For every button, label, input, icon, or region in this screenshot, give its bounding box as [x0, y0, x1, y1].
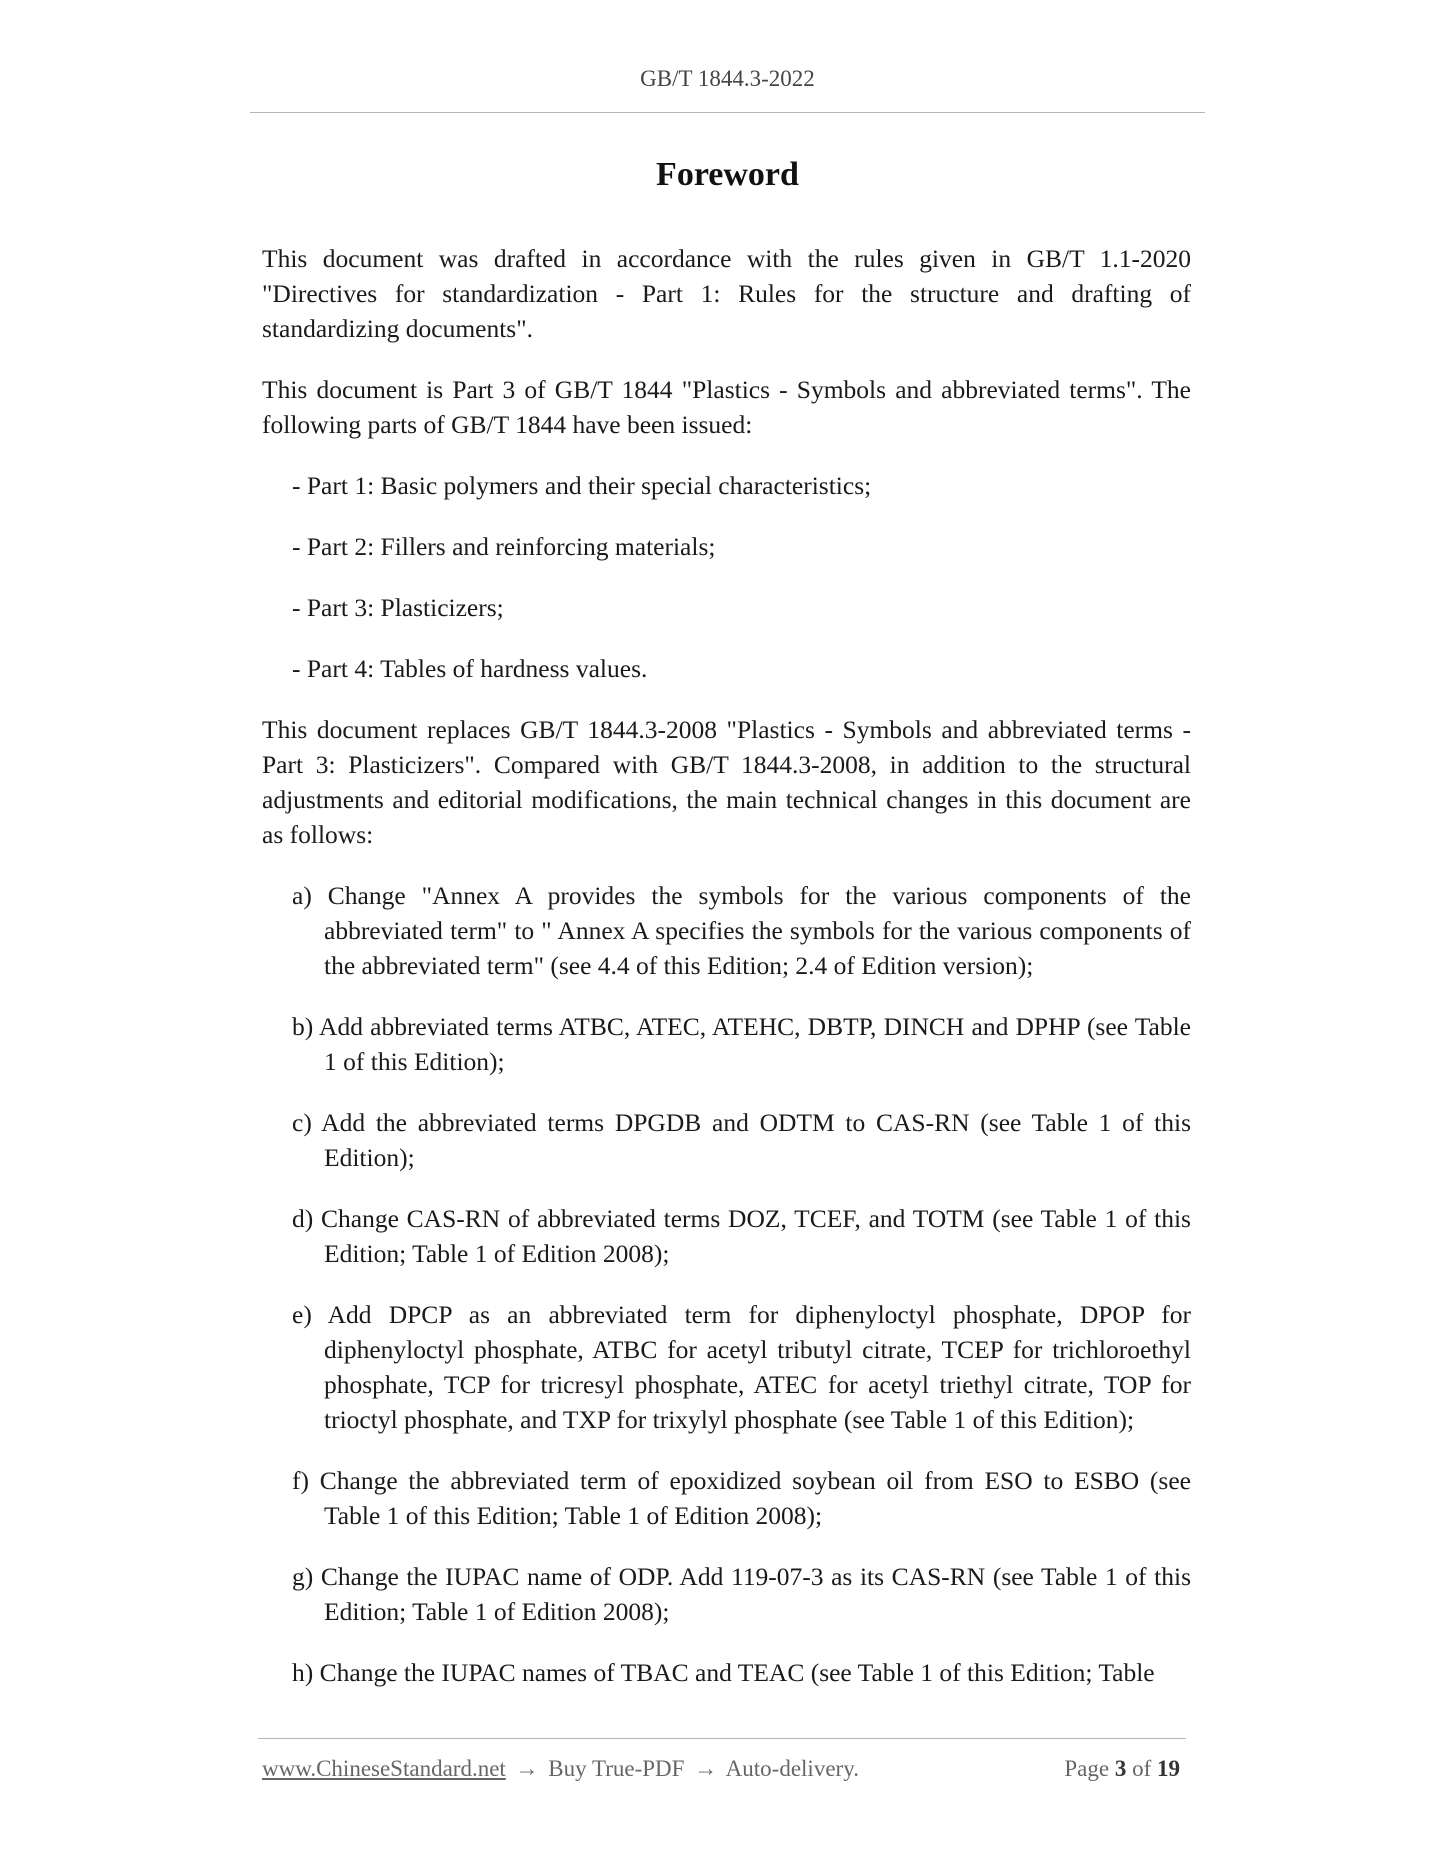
list-item: f) Change the abbreviated term of epoxidized soybean oil from ESO to ESBO (see Table 1 of this Edition; Table 1 of Edition 2008);	[292, 1466, 1191, 1530]
arrow-right-icon: →	[515, 1756, 539, 1781]
paragraph-part-info: This document is Part 3 of GB/T 1844 "Plastics - Symbols and abbreviated terms". The following parts of GB/T 1844 have been issued:	[262, 375, 1191, 439]
running-header: GB/T 1844.3-2022	[640, 66, 815, 91]
changes-list	[262, 878, 1191, 1690]
foreword-body	[262, 241, 1191, 1690]
list-item: a) Change "Annex A provides the symbols for the various components of the abbreviated term" to " Annex A specifies the symbols for the various components of the abbreviated term" (see 4.4 of this Edition; 2.4 of Edition version);	[292, 881, 1191, 980]
paragraph-drafting-rules: This document was drafted in accordance with the rules given in GB/T 1.1-2020 "Directives for standardization - Part 1: Rules for the structure and drafting of standardizing documents".	[262, 244, 1191, 343]
delivery-text: Auto-delivery.	[725, 1756, 859, 1781]
buy-pdf-text: Buy True-PDF	[548, 1756, 685, 1781]
header-divider	[250, 112, 1205, 113]
page-word: Page	[1064, 1756, 1110, 1781]
page-of: of	[1132, 1756, 1152, 1781]
page-footer	[262, 1756, 1180, 1782]
arrow-right-icon: →	[694, 1756, 718, 1781]
current-page: 3	[1114, 1756, 1127, 1781]
parts-list	[262, 468, 1191, 686]
list-item: b) Add abbreviated terms ATBC, ATEC, ATEHC, DBTP, DINCH and DPHP (see Table 1 of this Edition);	[292, 1012, 1191, 1076]
list-item: h) Change the IUPAC names of TBAC and TEAC (see Table 1 of this Edition; Table	[292, 1658, 1155, 1687]
list-item: - Part 4: Tables of hardness values.	[292, 654, 648, 683]
list-item: - Part 1: Basic polymers and their special characteristics;	[292, 471, 872, 500]
paragraph-replaces: This document replaces GB/T 1844.3-2008 "Plastics - Symbols and abbreviated terms - Part 3: Plasticizers". Compared with GB/T 1844.3-2008, in addition to the structural adjustments and editorial modifications, the main technical changes in this document are as follows:	[262, 715, 1191, 849]
footer-divider	[258, 1738, 1186, 1739]
section-title: Foreword	[656, 156, 799, 193]
list-item: - Part 2: Fillers and reinforcing materials;	[292, 532, 716, 561]
website-link[interactable]: www.ChineseStandard.net	[262, 1756, 506, 1781]
page-number	[1064, 1756, 1180, 1782]
list-item: - Part 3: Plasticizers;	[292, 593, 504, 622]
total-pages: 19	[1157, 1756, 1180, 1781]
list-item: c) Add the abbreviated terms DPGDB and ODTM to CAS-RN (see Table 1 of this Edition);	[292, 1108, 1191, 1172]
list-item: g) Change the IUPAC name of ODP. Add 119-07-3 as its CAS-RN (see Table 1 of this Edition; Table 1 of Edition 2008);	[292, 1562, 1191, 1626]
list-item: e) Add DPCP as an abbreviated term for diphenyloctyl phosphate, DPOP for diphenyloctyl phosphate, ATBC for acetyl tributyl citrate, TCEP for trichloroethyl phosphate, TCP for tricresyl phosphate, ATEC for acetyl triethyl citrate, TOP for trioctyl phosphate, and TXP for trixylyl phosphate (see Table 1 of this Edition);	[292, 1300, 1191, 1434]
list-item: d) Change CAS-RN of abbreviated terms DOZ, TCEF, and TOTM (see Table 1 of this Edition; Table 1 of Edition 2008);	[292, 1204, 1191, 1268]
